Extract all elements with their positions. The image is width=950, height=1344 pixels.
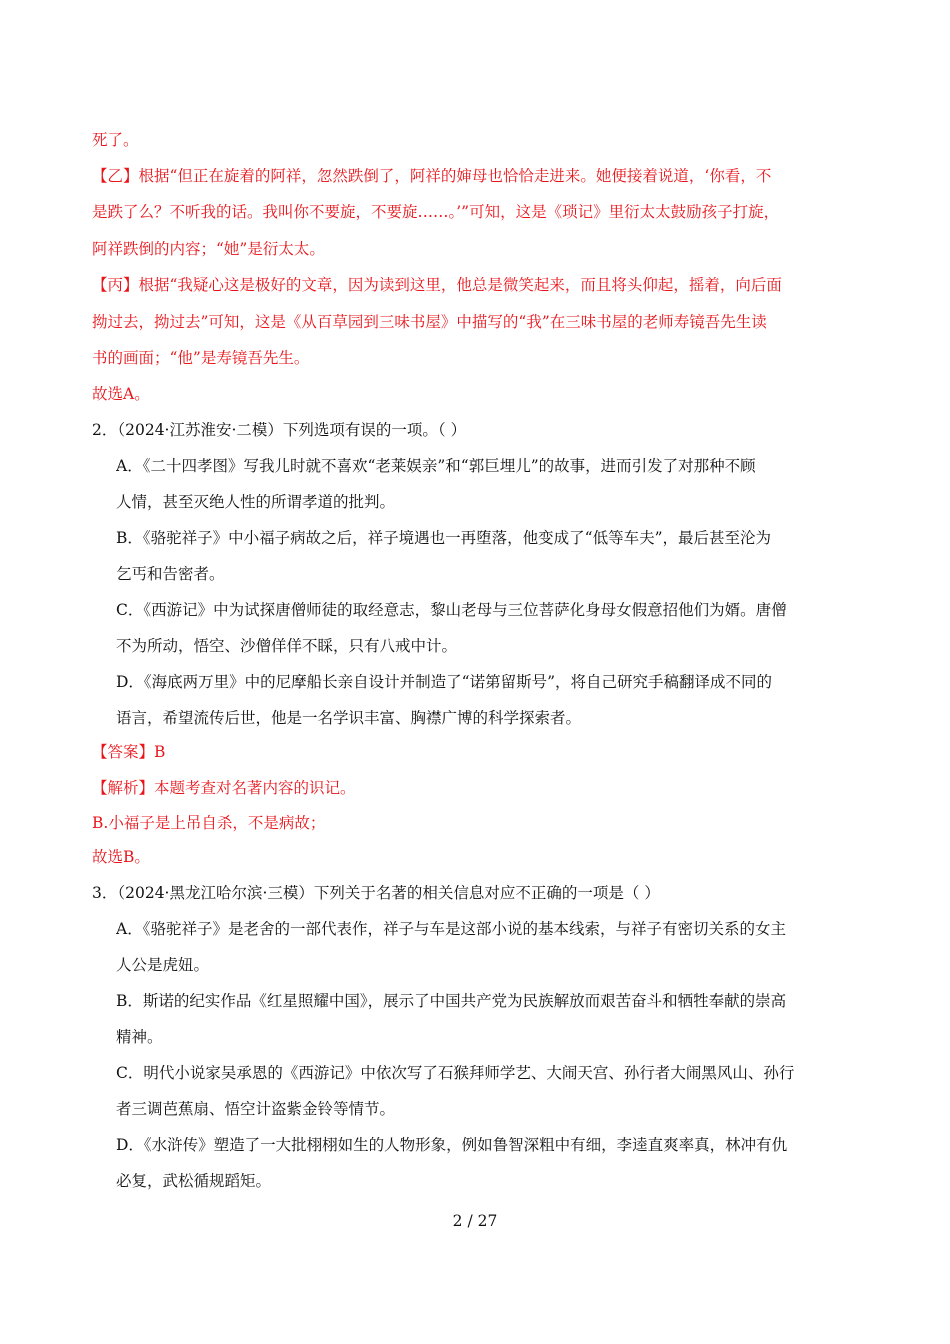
q3-option-c-line-2: 者三调芭蕉扇、悟空计盗紫金铃等情节。 (116, 1100, 396, 1118)
q2-stem: 2．（2024·江苏淮安·二模）下列选项有误的一项。（ ） (92, 421, 467, 439)
yi-analysis-line-2: 是跌了么？不听我的话。我叫你不要旋，不要旋……。’”可知，这是《琐记》里衍太太鼓励孩子打旋， (92, 203, 780, 221)
q2-option-b-line-2: 乞丐和告密者。 (116, 565, 225, 583)
q3-option-a-line-1: A．《骆驼祥子》是老舍的一部代表作，祥子与车是这部小说的基本线索，与祥子有密切关系的女主 (116, 920, 786, 938)
q3-option-d-line-1: D．《水浒传》塑造了一大批栩栩如生的人物形象，例如鲁智深粗中有细，李逵直爽率真，林冲有仇 (116, 1136, 788, 1154)
q3-option-b-line-1: B．斯诺的纪实作品《红星照耀中国》，展示了中国共产党为民族解放而艰苦奋斗和牺牲奉献的崇高 (116, 992, 787, 1010)
q2-option-b-line-1: B．《骆驼祥子》中小福子病故之后，祥子境遇也一再堕落，他变成了“低等车夫”，最后甚至沦为 (116, 529, 771, 547)
q2-analysis: 【解析】本题考查对名著内容的识记。 (92, 779, 356, 797)
bing-analysis-line-3: 书的画面；“他”是寿镜吾先生。 (92, 349, 310, 367)
prev-answer-tail: 死了。 (92, 131, 139, 149)
q3-option-a-line-2: 人公是虎妞。 (116, 956, 210, 974)
prev-answer-choice: 故选A。 (92, 385, 150, 403)
yi-analysis-line-1: 【乙】根据“但正在旋着的阿祥，忽然跌倒了，阿祥的婶母也恰恰走进来。她便接着说道，‘你看，不 (92, 167, 772, 185)
q3-option-b-line-2: 精神。 (116, 1028, 163, 1046)
q2-option-a-line-2: 人情，甚至灭绝人性的所谓孝道的批判。 (116, 493, 396, 511)
q2-option-c-line-1: C．《西游记》中为试探唐僧师徒的取经意志，黎山老母与三位菩萨化身母女假意招他们为婿。唐僧 (116, 601, 787, 619)
q2-option-c-line-2: 不为所动，悟空、沙僧佯佯不睬，只有八戒中计。 (116, 637, 458, 655)
q3-stem: 3．（2024·黑龙江哈尔滨·三模）下列关于名著的相关信息对应不正确的一项是（ ） (92, 884, 660, 902)
page-number: 2 / 27 (452, 1212, 498, 1230)
yi-analysis-line-3: 阿祥跌倒的内容；“她”是衍太太。 (92, 240, 325, 258)
bing-analysis-line-2: 拗过去，拗过去”可知，这是《从百草园到三味书屋》中描写的“我”在三味书屋的老师寿镜吾先生读 (92, 313, 767, 331)
q3-option-d-line-2: 必复，武松循规蹈矩。 (116, 1172, 272, 1190)
q2-option-a-line-1: A．《二十四孝图》写我儿时就不喜欢“老莱娱亲”和“郭巨埋儿”的故事，进而引发了对那种不顾 (116, 457, 756, 475)
q2-option-d-line-1: D．《海底两万里》中的尼摩船长亲自设计并制造了“诺第留斯号”，将自己研究手稿翻译成不同的 (116, 673, 773, 691)
q2-reason: B.小福子是上吊自杀，不是病故； (92, 814, 326, 832)
q2-option-d-line-2: 语言，希望流传后世，他是一名学识丰富、胸襟广博的科学探索者。 (116, 709, 582, 727)
q2-answer: 【答案】B (92, 743, 166, 761)
q3-option-c-line-1: C．明代小说家吴承恩的《西游记》中依次写了石猴拜师学艺、大闹天宫、孙行者大闹黑风山、孙行 (116, 1064, 795, 1082)
bing-analysis-line-1: 【丙】根据“我疑心这是极好的文章，因为读到这里，他总是微笑起来，而且将头仰起，摇着，向后面 (92, 276, 782, 294)
q2-choice: 故选B。 (92, 848, 150, 866)
